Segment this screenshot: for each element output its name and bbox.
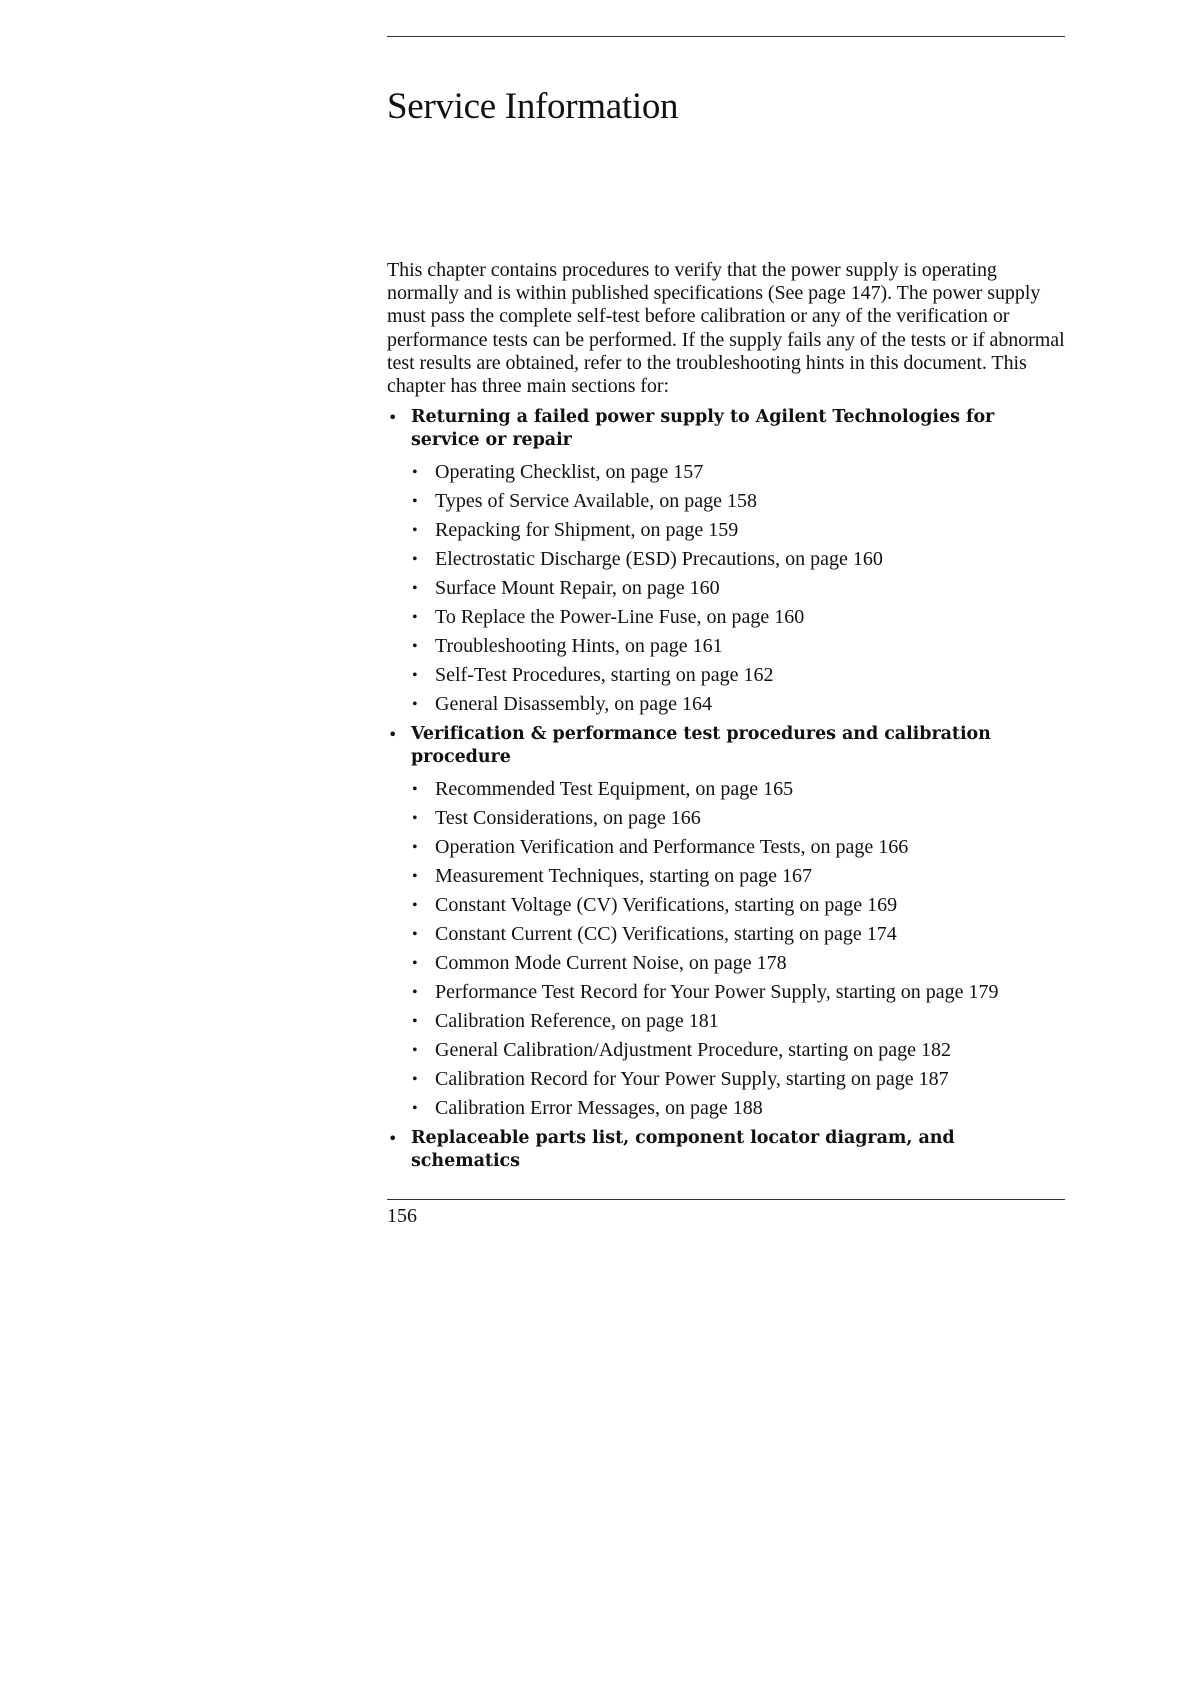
- list-item-text: To Replace the Power-Line Fuse, on page 160: [435, 606, 805, 628]
- list-item: [411, 574, 1067, 603]
- list-item: [411, 516, 1067, 545]
- section-list: [387, 406, 1067, 1173]
- bullet-icon: •: [412, 781, 418, 798]
- list-item: [411, 833, 1067, 862]
- list-item: [411, 603, 1067, 632]
- footer-rule: [387, 1199, 1065, 1200]
- section-item: [387, 723, 1067, 1123]
- bullet-icon: •: [412, 696, 418, 713]
- list-item: [411, 775, 1067, 804]
- bullet-icon: •: [412, 464, 418, 481]
- list-item: [411, 690, 1067, 719]
- page-number: 156: [387, 1205, 417, 1227]
- bullet-icon: •: [412, 897, 418, 914]
- list-item: [411, 862, 1067, 891]
- intro-paragraph: This chapter contains procedures to verify that the power supply is operating normally and is within published specifications (See page 147). The power supply must pass the complete self-test before calibration or any of the verification or performance tests can be performed. If the supply fails any of the tests or if abnormal test results are obtained, refer to the troubleshooting hints in this document. This chapter has three main sections for:: [387, 259, 1065, 398]
- list-item: [411, 804, 1067, 833]
- bullet-icon: •: [412, 667, 418, 684]
- bullet-icon: •: [388, 725, 398, 744]
- list-item-text: General Calibration/Adjustment Procedure, starting on page 182: [435, 1039, 951, 1061]
- bullet-icon: •: [388, 1129, 398, 1148]
- list-item: [411, 487, 1067, 516]
- list-item: [411, 1065, 1067, 1094]
- bullet-icon: •: [412, 551, 418, 568]
- subsection-list: [411, 775, 1067, 1123]
- bullet-icon: •: [412, 609, 418, 626]
- list-item-text: Calibration Error Messages, on page 188: [435, 1097, 763, 1119]
- list-item-text: Troubleshooting Hints, on page 161: [435, 635, 723, 657]
- list-item: [411, 920, 1067, 949]
- bullet-icon: •: [412, 810, 418, 827]
- bullet-icon: •: [412, 1100, 418, 1117]
- list-item: [411, 458, 1067, 487]
- list-item-text: Operation Verification and Performance Tests, on page 166: [435, 836, 909, 858]
- list-item-text: Recommended Test Equipment, on page 165: [435, 778, 794, 800]
- list-item-text: Surface Mount Repair, on page 160: [435, 577, 720, 599]
- list-item-text: Test Considerations, on page 166: [435, 807, 701, 829]
- bullet-icon: •: [412, 955, 418, 972]
- list-item: [411, 978, 1067, 1007]
- bullet-icon: •: [412, 1042, 418, 1059]
- bullet-icon: •: [412, 839, 418, 856]
- list-item-text: Common Mode Current Noise, on page 178: [435, 952, 787, 974]
- list-item: [411, 1094, 1067, 1123]
- list-item: [411, 1007, 1067, 1036]
- bullet-icon: •: [412, 1071, 418, 1088]
- list-item: [411, 545, 1067, 574]
- bullet-icon: •: [412, 638, 418, 655]
- list-item-text: Constant Current (CC) Verifications, starting on page 174: [435, 923, 897, 945]
- section-title: Returning a failed power supply to Agilent Technologies for service or repair: [411, 407, 995, 450]
- section-item: [387, 406, 1067, 719]
- list-item: [411, 1036, 1067, 1065]
- list-item-text: Calibration Reference, on page 181: [435, 1010, 719, 1032]
- section-title: Verification & performance test procedures and calibration procedure: [411, 724, 991, 767]
- section-item: [387, 1127, 1067, 1173]
- subsection-list: [411, 458, 1067, 719]
- list-item-text: Calibration Record for Your Power Supply, starting on page 187: [435, 1068, 949, 1090]
- list-item-text: Self-Test Procedures, starting on page 162: [435, 664, 774, 686]
- bullet-icon: •: [412, 522, 418, 539]
- list-item: [411, 661, 1067, 690]
- list-item-text: Measurement Techniques, starting on page 167: [435, 865, 813, 887]
- list-item: [411, 891, 1067, 920]
- list-item: [411, 949, 1067, 978]
- header-rule: [387, 36, 1065, 37]
- page-title: Service Information: [387, 86, 679, 127]
- list-item-text: General Disassembly, on page 164: [435, 693, 712, 715]
- list-item-text: Repacking for Shipment, on page 159: [435, 519, 739, 541]
- list-item-text: Types of Service Available, on page 158: [435, 490, 758, 512]
- list-item-text: Electrostatic Discharge (ESD) Precautions, on page 160: [435, 548, 883, 570]
- list-item-text: Constant Voltage (CV) Verifications, starting on page 169: [435, 894, 898, 916]
- list-item-text: Performance Test Record for Your Power Supply, starting on page 179: [435, 981, 999, 1003]
- list-item: [411, 632, 1067, 661]
- bullet-icon: •: [412, 984, 418, 1001]
- list-item-text: Operating Checklist, on page 157: [435, 461, 704, 483]
- bullet-icon: •: [388, 408, 398, 427]
- bullet-icon: •: [412, 1013, 418, 1030]
- bullet-icon: •: [412, 868, 418, 885]
- bullet-icon: •: [412, 580, 418, 597]
- bullet-icon: •: [412, 493, 418, 510]
- section-title: Replaceable parts list, component locator diagram, and schematics: [411, 1128, 955, 1171]
- bullet-icon: •: [412, 926, 418, 943]
